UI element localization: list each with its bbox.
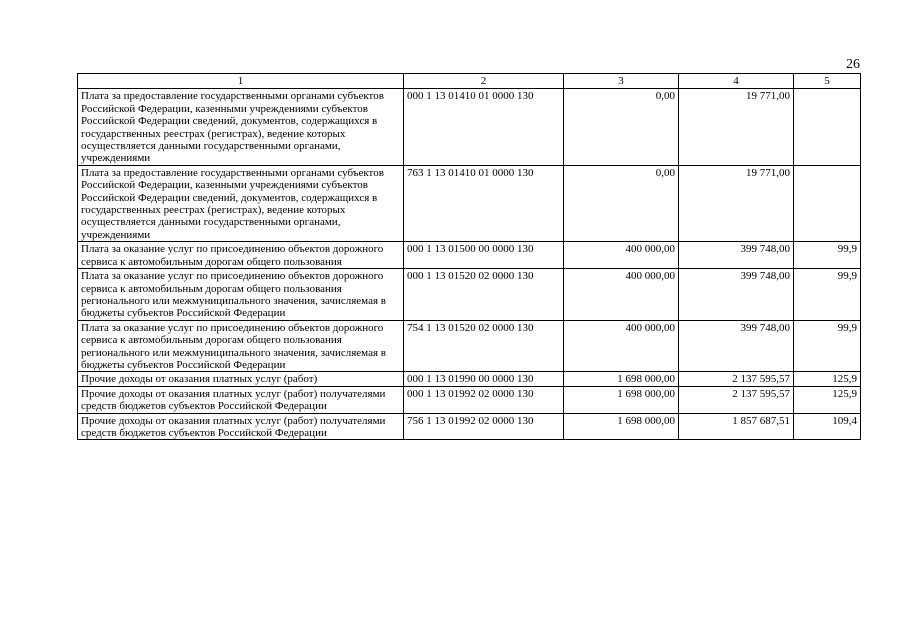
table-row: [78, 165, 861, 241]
row-budget-code: 000 1 13 01990 00 0000 130: [404, 372, 564, 386]
row-plan-amount: 400 000,00: [564, 269, 679, 321]
row-budget-code: 000 1 13 01520 02 0000 130: [404, 269, 564, 321]
row-budget-code: 000 1 13 01992 02 0000 130: [404, 386, 564, 413]
row-description: Прочие доходы от оказания платных услуг (работ) получателями средств бюджетов субъектов Российской Федерации: [78, 386, 404, 413]
budget-revenue-table: [77, 73, 861, 440]
row-actual-amount: 19 771,00: [679, 89, 794, 165]
row-actual-amount: 2 137 595,57: [679, 386, 794, 413]
row-actual-amount: 19 771,00: [679, 165, 794, 241]
row-budget-code: 756 1 13 01992 02 0000 130: [404, 413, 564, 440]
row-plan-amount: 1 698 000,00: [564, 386, 679, 413]
column-header-2: 2: [404, 74, 564, 89]
row-actual-amount: 2 137 595,57: [679, 372, 794, 386]
row-description: Плата за оказание услуг по присоединению объектов дорожного сервиса к автомобильным дорогам общего пользования регионального или межмуниципального значения, зачисляемая в бюджеты субъектов Российской Федерации: [78, 320, 404, 372]
row-percent: 99,9: [794, 242, 861, 269]
row-actual-amount: 399 748,00: [679, 242, 794, 269]
row-budget-code: 763 1 13 01410 01 0000 130: [404, 165, 564, 241]
table-row: [78, 89, 861, 165]
row-percent: [794, 89, 861, 165]
column-header-5: 5: [794, 74, 861, 89]
row-actual-amount: 1 857 687,51: [679, 413, 794, 440]
table-row: [78, 242, 861, 269]
row-actual-amount: 399 748,00: [679, 269, 794, 321]
table-header-row: [78, 74, 861, 89]
column-header-4: 4: [679, 74, 794, 89]
row-plan-amount: 1 698 000,00: [564, 372, 679, 386]
table-row: [78, 386, 861, 413]
column-header-3: 3: [564, 74, 679, 89]
table-row: [78, 372, 861, 386]
column-header-1: 1: [78, 74, 404, 89]
row-plan-amount: 1 698 000,00: [564, 413, 679, 440]
page-number: 26: [846, 57, 860, 72]
row-percent: [794, 165, 861, 241]
row-budget-code: 000 1 13 01410 01 0000 130: [404, 89, 564, 165]
table-row: [78, 320, 861, 372]
row-description: Прочие доходы от оказания платных услуг (работ): [78, 372, 404, 386]
row-description: Плата за предоставление государственными органами субъектов Российской Федерации, казенными учреждениями субъектов Российской Федерации сведений, документов, содержащихся в государственных реестрах (регистрах), ведение которых осуществляется данными государственными органами, учреждениями: [78, 89, 404, 165]
table-row: [78, 413, 861, 440]
row-budget-code: 000 1 13 01500 00 0000 130: [404, 242, 564, 269]
row-description: Плата за оказание услуг по присоединению объектов дорожного сервиса к автомобильным дорогам общего пользования регионального или межмуниципального значения, зачисляемая в бюджеты субъектов Российской Федерации: [78, 269, 404, 321]
row-budget-code: 754 1 13 01520 02 0000 130: [404, 320, 564, 372]
row-plan-amount: 400 000,00: [564, 320, 679, 372]
row-percent: 125,9: [794, 386, 861, 413]
row-actual-amount: 399 748,00: [679, 320, 794, 372]
row-percent: 99,9: [794, 269, 861, 321]
row-plan-amount: 400 000,00: [564, 242, 679, 269]
row-description: Плата за оказание услуг по присоединению объектов дорожного сервиса к автомобильным дорогам общего пользования: [78, 242, 404, 269]
row-percent: 99,9: [794, 320, 861, 372]
row-plan-amount: 0,00: [564, 89, 679, 165]
row-plan-amount: 0,00: [564, 165, 679, 241]
row-percent: 109,4: [794, 413, 861, 440]
row-percent: 125,9: [794, 372, 861, 386]
row-description: Прочие доходы от оказания платных услуг (работ) получателями средств бюджетов субъектов Российской Федерации: [78, 413, 404, 440]
row-description: Плата за предоставление государственными органами субъектов Российской Федерации, казенными учреждениями субъектов Российской Федерации сведений, документов, содержащихся в государственных реестрах (регистрах), ведение которых осуществляется данными государственными органами, учреждениями: [78, 165, 404, 241]
table-row: [78, 269, 861, 321]
